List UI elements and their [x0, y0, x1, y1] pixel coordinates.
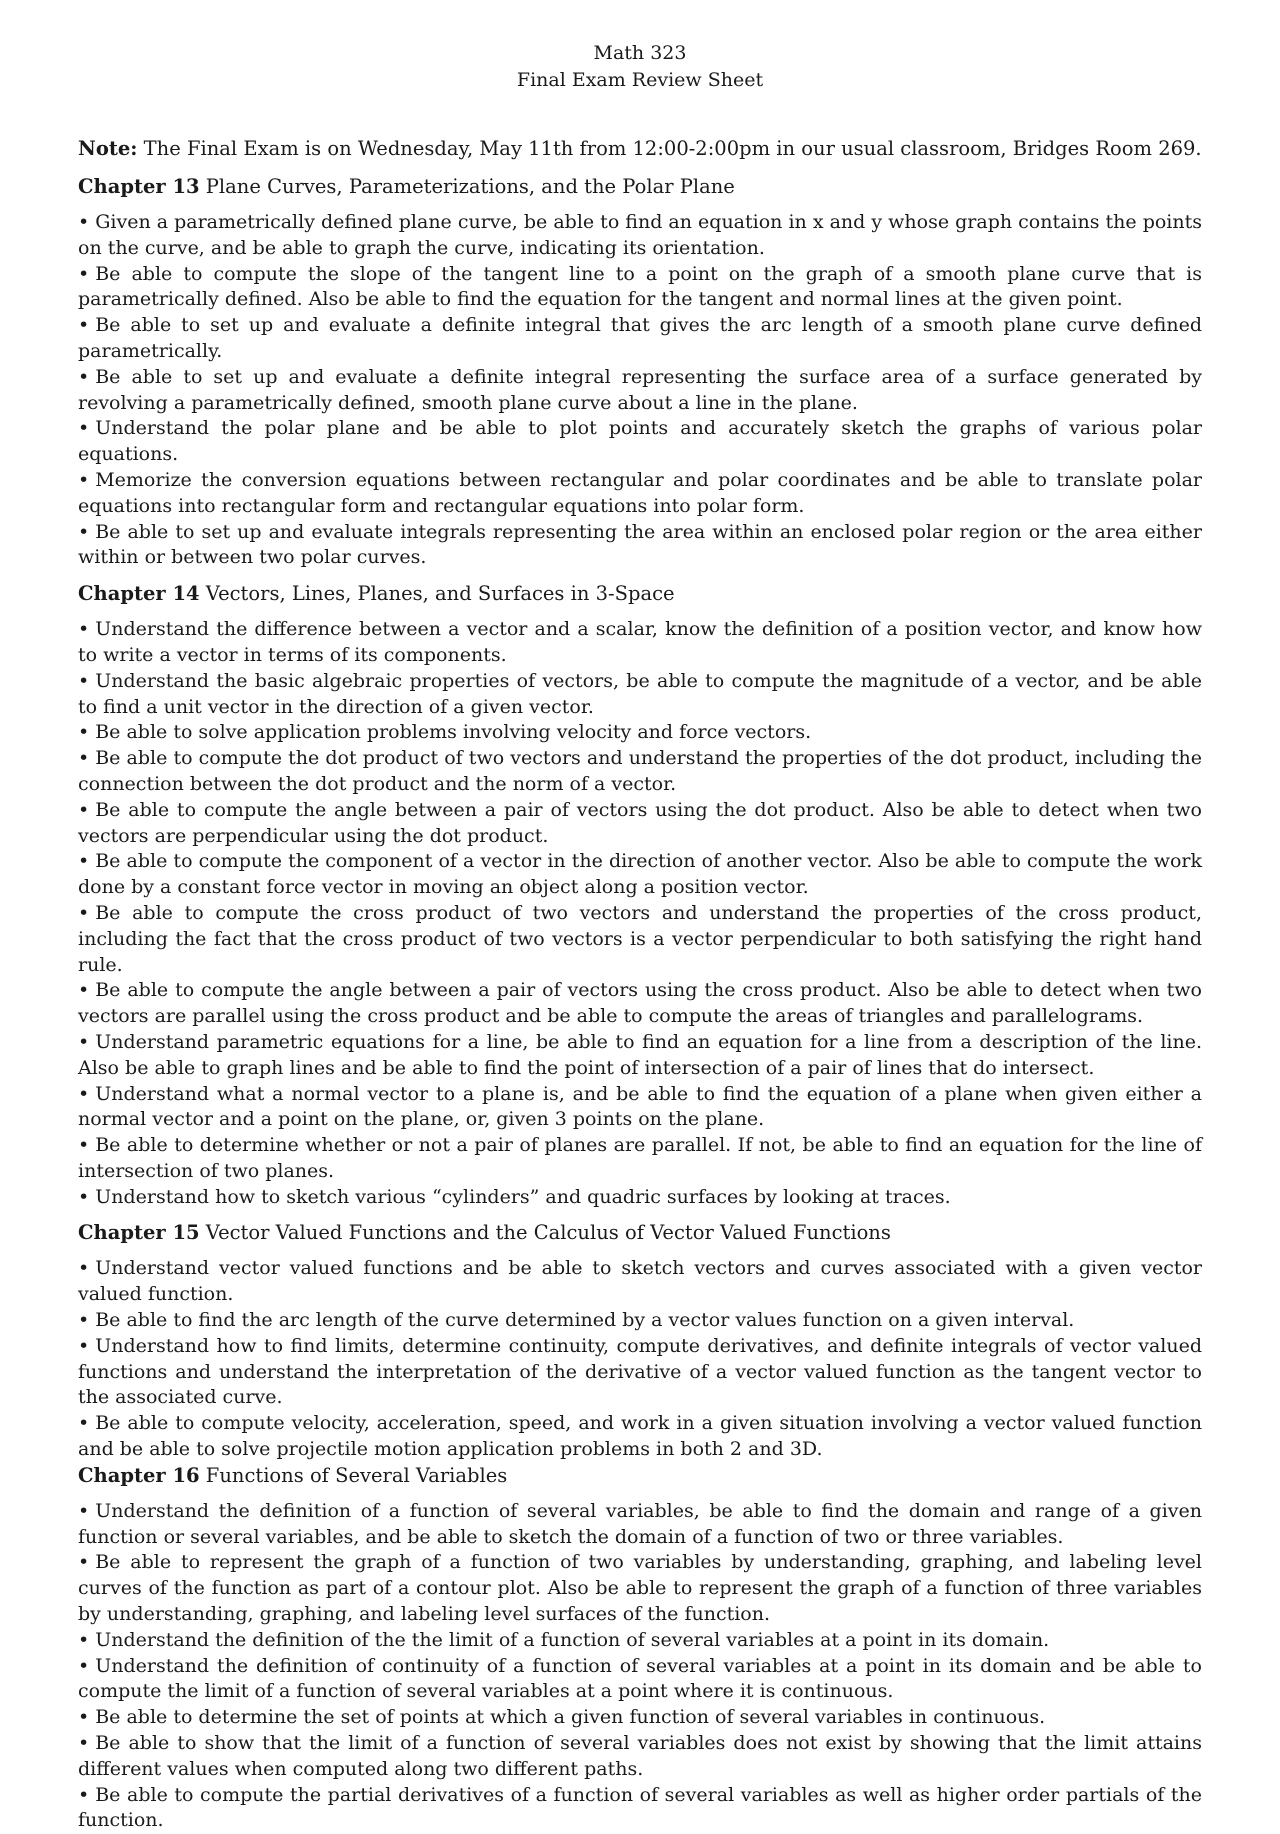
list-item	[78, 1308, 1202, 1334]
list-item-text: Understand vector valued functions and be able to sketch vectors and curves associated with a given vector valued function.	[78, 1257, 1202, 1306]
bullet-icon: •	[78, 211, 90, 233]
bullet-icon: •	[78, 1185, 90, 1208]
list-item-text: Be able to compute the cross product of two vectors and understand the properties of the cross product, including the fact that the cross product of two vectors is a vector perpendicular to both satisfying the right hand rule.	[78, 901, 1202, 976]
list-item	[78, 1654, 1202, 1706]
list-item	[78, 798, 1202, 850]
list-item	[78, 520, 1202, 572]
chapter-title: Vector Valued Functions and the Calculus of Vector Valued Functions	[199, 1221, 891, 1245]
list-item	[78, 1731, 1202, 1783]
list-item-text: Understand how to sketch various “cylinders” and quadric surfaces by looking at traces.	[95, 1185, 951, 1208]
note-label: Note:	[78, 137, 138, 160]
list-item-text: Be able to compute the slope of the tangent line to a point on the graph of a smooth plane curve that is parametrically defined. Also be able to find the equation for the tangent and normal lines at the given point.	[78, 262, 1202, 311]
list-item-text: Understand the definition of a function of several variables, be able to find the domain and range of a given function or several variables, and be able to sketch the domain of a function of two or three variables.	[78, 1499, 1202, 1548]
chapter-label: Chapter 14	[78, 582, 200, 606]
bullet-icon: •	[78, 1628, 90, 1651]
list-item	[78, 468, 1202, 520]
list-item	[78, 746, 1202, 798]
list-item-text: Be able to compute the angle between a pair of vectors using the dot product. Also be able to detect when two vectors are perpendicular using the dot product.	[78, 798, 1202, 847]
bullet-icon: •	[78, 979, 90, 1002]
bullet-icon: •	[78, 1309, 90, 1332]
chapter-heading	[78, 174, 1202, 200]
bullet-icon: •	[78, 365, 90, 388]
list-item-text: Be able to set up and evaluate integrals representing the area within an enclosed polar region or the area either within or between two polar curves.	[78, 520, 1202, 569]
bullet-icon: •	[78, 798, 90, 821]
bullet-icon: •	[78, 618, 90, 641]
list-item	[78, 1499, 1202, 1551]
list-item-text: Understand how to find limits, determine continuity, compute derivatives, and definite integrals of vector valued functions and understand the interpretation of the derivative of a vector valued function as the tangent vector to the associated curve.	[78, 1334, 1202, 1409]
bullet-icon: •	[78, 1082, 90, 1105]
bullet-icon: •	[78, 1732, 90, 1755]
bullet-icon: •	[78, 314, 90, 337]
bullet-icon: •	[78, 1783, 90, 1806]
exam-note	[78, 136, 1202, 162]
list-item-text: Be able to compute the component of a vector in the direction of another vector. Also be able to compute the work done by a constant force vector in moving an object along a position vector.	[78, 850, 1202, 899]
bullet-icon: •	[78, 468, 90, 491]
chapter-list	[78, 174, 1202, 1834]
list-item-text: Be able to represent the graph of a function of two variables by understanding, graphing, and labeling level curves of the function as part of a contour plot. Also be able to represent the graph of a function of three variables by understanding, graphing, and labeling level surfaces of the function.	[78, 1551, 1202, 1626]
bullet-icon: •	[78, 850, 90, 873]
chapter-items	[78, 617, 1202, 1210]
list-item	[78, 849, 1202, 901]
list-item-text: Understand the definition of continuity of a function of several variables at a point in its domain and be able to compute the limit of a function of several variables at a point where it is continuous.	[78, 1654, 1202, 1703]
list-item	[78, 1550, 1202, 1627]
list-item-text: Be able to solve application problems involving velocity and force vectors.	[95, 721, 812, 744]
list-item	[78, 978, 1202, 1030]
list-item	[78, 1082, 1202, 1134]
bullet-icon: •	[78, 520, 90, 543]
list-item	[78, 669, 1202, 721]
list-item	[78, 1185, 1202, 1211]
list-item	[78, 416, 1202, 468]
list-item-text: Be able to show that the limit of a function of several variables does not exist by showing that the limit attains different values when computed along two different paths.	[78, 1732, 1202, 1780]
list-item	[78, 1334, 1202, 1411]
list-item-text: Understand the polar plane and be able to plot points and accurately sketch the graphs of various polar equations.	[78, 417, 1202, 466]
list-item-text: Understand parametric equations for a line, be able to find an equation for a line from a description of the line. Also be able to graph lines and be able to find the point of intersection of a pair of lines that do intersect.	[78, 1030, 1202, 1079]
list-item	[78, 262, 1202, 314]
bullet-icon: •	[78, 1706, 90, 1729]
bullet-icon: •	[78, 1551, 90, 1574]
chapter-heading	[78, 1463, 1202, 1489]
list-item	[78, 1256, 1202, 1308]
chapter-heading	[78, 1220, 1202, 1246]
chapter-label: Chapter 13	[78, 175, 200, 198]
list-item	[78, 617, 1202, 669]
list-item-text: Be able to compute the dot product of two vectors and understand the properties of the dot product, including the connection between the dot product and the norm of a vector.	[78, 747, 1202, 795]
list-item-text: Understand the difference between a vector and a scalar, know the definition of a position vector, and know how to write a vector in terms of its components.	[78, 618, 1202, 666]
list-item	[78, 901, 1202, 978]
list-item	[78, 720, 1202, 746]
chapter-heading	[78, 581, 1202, 607]
list-item-text: Be able to determine the set of points at which a given function of several variables in continuous.	[95, 1706, 1046, 1729]
chapter-title: Functions of Several Variables	[199, 1463, 508, 1487]
bullet-icon: •	[78, 1257, 90, 1280]
course-name: Math 323	[593, 42, 687, 64]
list-item-text: Be able to set up and evaluate a definite integral representing the surface area of a surface generated by revolving a parametrically defined, smooth plane curve about a line in the plane.	[78, 365, 1202, 414]
list-item	[78, 1628, 1202, 1654]
list-item	[78, 1411, 1202, 1463]
bullet-icon: •	[78, 1134, 90, 1157]
list-item-text: Be able to compute the angle between a pair of vectors using the cross product. Also be able to detect when two vectors are parallel using the cross product and be able to compute the areas of triangles and parallelograms.	[78, 979, 1202, 1028]
list-item-text: Be able to find the arc length of the curve determined by a vector values function on a given interval.	[95, 1309, 1075, 1332]
list-item-text: Be able to compute the partial derivatives of a function of several variables as well as higher order partials of the function.	[78, 1783, 1202, 1832]
bullet-icon: •	[78, 1499, 90, 1522]
list-item-text: Understand what a normal vector to a plane is, and be able to find the equation of a plane when given either a normal vector and a point on the plane, or, given 3 points on the plane.	[78, 1082, 1202, 1131]
list-item	[78, 1705, 1202, 1731]
bullet-icon: •	[78, 417, 90, 440]
list-item-text: Be able to compute velocity, acceleration, speed, and work in a given situation involving a vector valued function and be able to solve projectile motion application problems in both 2 and 3D.	[78, 1412, 1202, 1461]
note-text: The Final Exam is on Wednesday, May 11th from 12:00-2:00pm in our usual classroom, Bridges Room 269.	[143, 137, 1202, 160]
chapter-items	[78, 210, 1202, 571]
list-item	[78, 1030, 1202, 1082]
bullet-icon: •	[78, 1412, 90, 1435]
list-item	[78, 313, 1202, 365]
list-item	[78, 1133, 1202, 1185]
chapter-title: Plane Curves, Parameterizations, and the Polar Plane	[199, 175, 735, 198]
bullet-icon: •	[78, 721, 90, 744]
sheet-title: Final Exam Review Sheet	[516, 69, 764, 91]
bullet-icon: •	[78, 1030, 90, 1053]
chapter-label: Chapter 16	[78, 1463, 200, 1487]
list-item	[78, 210, 1202, 262]
bullet-icon: •	[78, 1654, 90, 1677]
list-item-text: Given a parametrically defined plane curve, be able to find an equation in x and y whose graph contains the points on the curve, and be able to graph the curve, indicating its orientation.	[78, 211, 1202, 259]
bullet-icon: •	[78, 1334, 90, 1357]
list-item-text: Memorize the conversion equations between rectangular and polar coordinates and be able to translate polar equations into rectangular form and rectangular equations into polar form.	[78, 468, 1202, 517]
chapter-items	[78, 1256, 1202, 1462]
bullet-icon: •	[78, 669, 90, 692]
chapter-title: Vectors, Lines, Planes, and Surfaces in 3-Space	[199, 582, 675, 606]
list-item-text: Understand the basic algebraic properties of vectors, be able to compute the magnitude of a vector, and be able to find a unit vector in the direction of a given vector.	[78, 669, 1202, 718]
document-header	[78, 40, 1202, 94]
bullet-icon: •	[78, 747, 90, 770]
list-item-text: Be able to determine whether or not a pair of planes are parallel. If not, be able to find an equation for the line of intersection of two planes.	[78, 1134, 1202, 1182]
bullet-icon: •	[78, 901, 90, 924]
list-item	[78, 1783, 1202, 1834]
list-item	[78, 365, 1202, 417]
chapter-label: Chapter 15	[78, 1221, 200, 1245]
bullet-icon: •	[78, 262, 90, 285]
list-item-text: Understand the definition of the the limit of a function of several variables at a point in its domain.	[95, 1628, 1050, 1651]
chapter-items	[78, 1499, 1202, 1834]
list-item-text: Be able to set up and evaluate a definite integral that gives the arc length of a smooth plane curve defined parametrically.	[78, 314, 1202, 362]
